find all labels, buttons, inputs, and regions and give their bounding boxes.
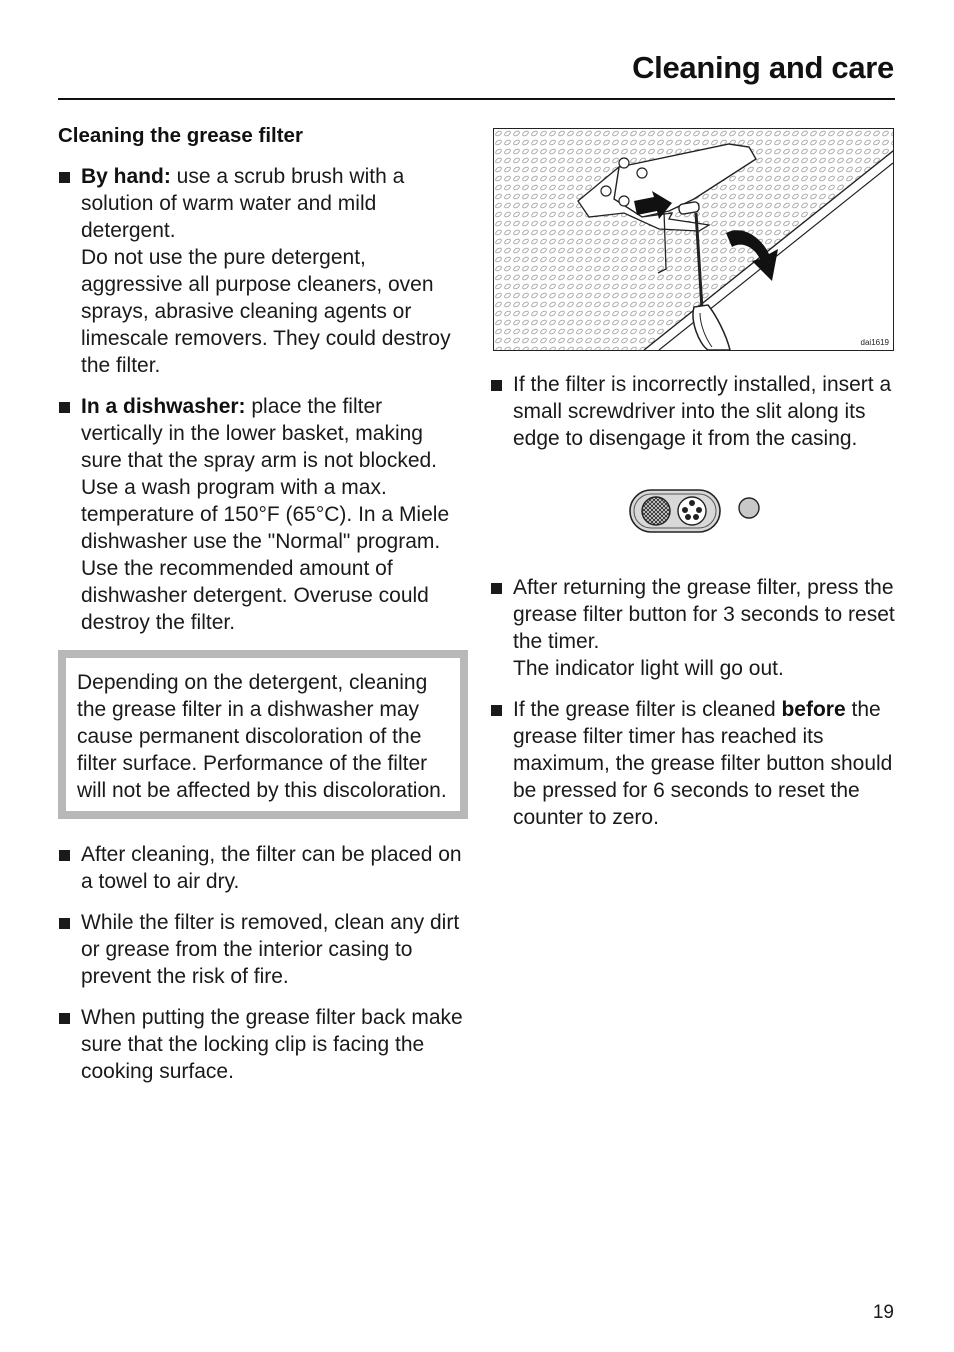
bullet-text: the grease filter timer has reached its maximum, the grease filter button should be pressed for 6 seconds to reset the counter to zero. <box>513 698 893 829</box>
bullet-dishwasher <box>58 393 468 636</box>
bullet-clean-casing <box>58 909 468 990</box>
bullet-text: Use a wash program with a max. temperature of 150°F (65°C). In a Miele dishwasher use the "Normal" program. <box>81 476 450 553</box>
square-bullet-icon <box>59 172 70 183</box>
bullet-text: If the filter is incorrectly installed, insert a small screwdriver into the slit along its edge to disengage it from the casing. <box>513 373 892 450</box>
section-heading: Cleaning the grease filter <box>58 124 303 147</box>
bullet-text: place the filter vertically in the lower basket, making sure that the spray arm is not blocked. <box>81 395 438 472</box>
bullet-text: After cleaning, the filter can be placed on a towel to air dry. <box>81 843 462 893</box>
bullet-text: Use the recommended amount of dishwasher detergent. Overuse could destroy the filter. <box>81 557 429 634</box>
right-column <box>490 128 900 845</box>
bullet-screwdriver <box>490 371 900 452</box>
screwdriver-filter-icon <box>494 129 893 350</box>
square-bullet-icon <box>491 583 502 594</box>
bullet-air-dry <box>58 841 468 895</box>
bullet-by-hand <box>58 163 468 379</box>
figure-code: dai1619 <box>860 338 889 347</box>
indicator-light-icon <box>739 498 759 518</box>
bullet-reset-counter <box>490 696 900 831</box>
square-bullet-icon <box>491 705 502 716</box>
square-bullet-icon <box>59 1013 70 1024</box>
title-divider <box>58 98 895 100</box>
square-bullet-icon <box>59 402 70 413</box>
page-number: 19 <box>872 1302 894 1323</box>
bullet-reset-timer <box>490 574 900 682</box>
grease-filter-button-icon <box>630 490 720 532</box>
note-text: Depending on the detergent, cleaning the grease filter in a dishwasher may cause permanent discoloration of the filter surface. Performance of the filter will not be affected by this discoloration. <box>77 671 447 802</box>
bullet-lead: In a dishwasher: <box>81 395 246 418</box>
control-panel-icon <box>628 486 928 540</box>
bullet-text: While the filter is removed, clean any dirt or grease from the interior casing to prevent the risk of fire. <box>81 911 460 988</box>
note-box <box>58 650 468 819</box>
bullet-lead: By hand: <box>81 165 171 188</box>
square-bullet-icon <box>59 918 70 929</box>
square-bullet-icon <box>491 380 502 391</box>
left-column <box>58 122 468 1099</box>
page-title: Cleaning and care <box>632 50 894 85</box>
bullet-text: When putting the grease filter back make sure that the locking clip is facing the cooking surface. <box>81 1006 463 1083</box>
bullet-text: The indicator light will go out. <box>513 657 784 680</box>
bullet-text: If the grease filter is cleaned <box>513 698 782 721</box>
bullet-text: Do not use the pure detergent, aggressive all purpose cleaners, oven sprays, abrasive cleaning agents or limescale removers. They could destroy the filter. <box>81 246 451 377</box>
control-panel-illustration <box>490 486 900 540</box>
filter-removal-illustration <box>493 128 894 351</box>
bullet-text: After returning the grease filter, press the grease filter button for 3 seconds to reset the timer. <box>513 576 895 653</box>
bullet-locking-clip <box>58 1004 468 1085</box>
square-bullet-icon <box>59 850 70 861</box>
bullet-emphasis: before <box>781 698 846 721</box>
bullet-text: use a scrub brush with a solution of warm water and mild detergent. <box>81 165 405 242</box>
